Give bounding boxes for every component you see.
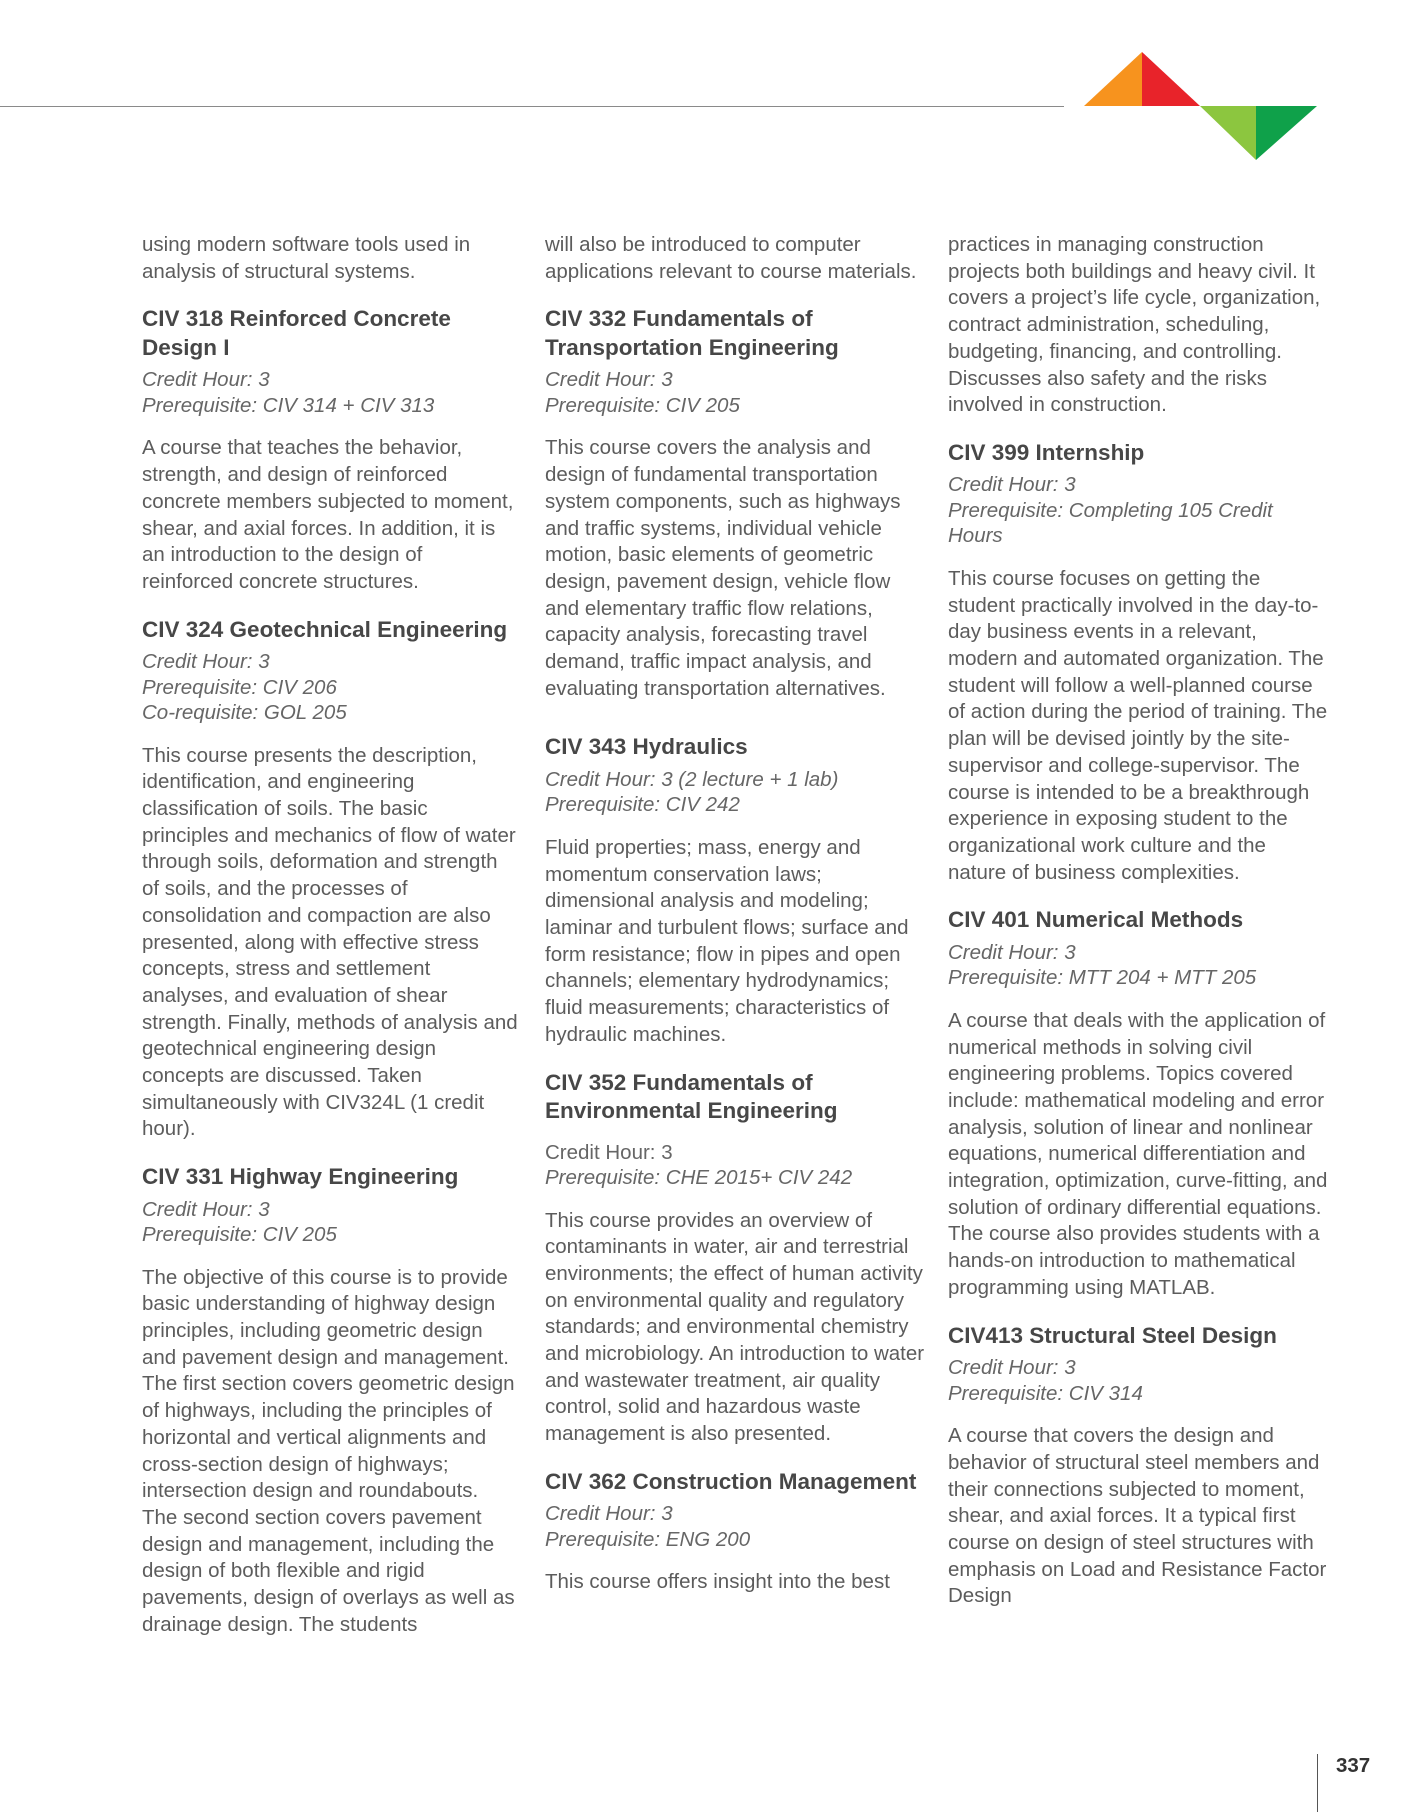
header-rule (0, 106, 1064, 107)
page-number-divider (1317, 1754, 1318, 1812)
course-description: This course focuses on getting the student practically involved in the day-to-day business events in a relevant, modern and automated organization. The student will follow a well-planned course of action during the period of training. The plan will be devised jointly by the site-supervisor and college-supervisor. The course is intended to be a breakthrough experience in exposing student to the organizational work culture and the nature of business complexities. (948, 566, 1328, 884)
course-meta (545, 367, 925, 418)
credit-hour: Credit Hour: 3 (948, 940, 1076, 964)
course-meta (545, 1501, 925, 1552)
course-title-civ413: CIV413 Structural Steel Design (948, 1322, 1277, 1348)
credit-hour: Credit Hour: 3 (948, 1356, 1076, 1380)
credit-hour: Credit Hour: 3 (948, 473, 1076, 497)
prerequisite: Prerequisite: CIV 242 (545, 793, 740, 817)
course-meta (545, 767, 925, 818)
corequisite: Co-requisite: GOL 205 (142, 701, 347, 725)
course-description: This course provides an overview of contaminants in water, air and terrestrial environments; the effect of human activity on environmental quality and regulatory standards; and environmental chemistry and microbiology. An introduction to water and wastewater treatment, air quality control, solid and hazardous waste management is also presented. (545, 1208, 925, 1446)
course-description: This course offers insight into the best (545, 1570, 890, 1594)
logo-green-triangle (1256, 106, 1317, 160)
logo-red-triangle (1142, 52, 1200, 106)
course-title-civ331: CIV 331 Highway Engineering (142, 1164, 459, 1190)
course-meta (948, 472, 1328, 549)
course-meta (948, 940, 1328, 991)
column-1 (142, 232, 518, 1656)
course-meta (142, 1197, 518, 1248)
prerequisite: Prerequisite: CIV 314 (948, 1381, 1143, 1405)
prerequisite: Prerequisite: CIV 314 + CIV 313 (142, 393, 435, 417)
course-title-civ399: CIV 399 Internship (948, 439, 1145, 465)
course-description: A course that deals with the application of numerical methods in solving civil engineering problems. Topics covered include: mathematical modeling and error analysis, solution of linear and nonlinear equations, numerical differentiation and integration, optimization, curve-fitting, and solution of ordinary differential equations. The course also provides students with a hands-on introduction to mathematical programming using MATLAB. (948, 1008, 1328, 1299)
course-title-civ318: CIV 318 Reinforced Concrete Design I (142, 306, 451, 360)
credit-hour: Credit Hour: 3 (545, 1502, 673, 1526)
prerequisite: Prerequisite: CIV 205 (545, 393, 740, 417)
course-title-civ401: CIV 401 Numerical Methods (948, 907, 1244, 933)
course-meta (545, 1140, 925, 1191)
course-meta (948, 1355, 1328, 1406)
triangle-logo-icon (1080, 48, 1320, 164)
prerequisite: Prerequisite: Completing 105 Credit Hours (948, 498, 1273, 548)
course-description: This course covers the analysis and design of fundamental transportation system components, such as highways and traffic systems, individual vehicle motion, basic elements of geometric design, pavement design, vehicle flow and elementary traffic flow relations, capacity analysis, forecasting travel demand, traffic impact analysis, and evaluating transportation alternatives. (545, 436, 901, 700)
credit-hour: Credit Hour: 3 (545, 368, 673, 392)
course-description: The objective of this course is to provide basic understanding of highway design principles, including geometric design and pavement design and management. The first section covers geometric design of highways, including the principles of horizontal and vertical alignments and cross-section design of highways; intersection design and roundabouts. The second section covers pavement design and management, including the design of both flexible and rigid pavements, design of overlays as well as drainage design. The students (142, 1265, 515, 1636)
page-number: 337 (1336, 1754, 1371, 1777)
prerequisite: Prerequisite: ENG 200 (545, 1527, 751, 1551)
credit-hour: Credit Hour: 3 (142, 1197, 270, 1221)
credit-hour: Credit Hour: 3 (142, 368, 270, 392)
course-title-civ332: CIV 332 Fundamentals of Transportation Engineering (545, 306, 839, 360)
course-meta (142, 649, 518, 726)
course-title-civ352: CIV 352 Fundamentals of Environmental Engineering (545, 1069, 838, 1124)
course-title-civ362: CIV 362 Construction Management (545, 1468, 917, 1494)
logo-lightgreen-triangle (1200, 106, 1256, 160)
logo-orange-triangle (1084, 52, 1142, 106)
prerequisite: Prerequisite: CIV 206 (142, 675, 337, 699)
course-description: A course that teaches the behavior, strength, and design of reinforced concrete members subjected to moment, shear, and axial forces. In addition, it is an introduction to the design of reinforced concrete structures. (142, 436, 514, 593)
credit-hour: Credit Hour: 3 (545, 1140, 673, 1164)
course-description: A course that covers the design and behavior of structural steel members and their connections subjected to moment, shear, and axial forces. It a typical first course on design of steel structures with emphasis on Load and Resistance Factor Design (948, 1424, 1327, 1608)
prerequisite: Prerequisite: MTT 204 + MTT 205 (948, 966, 1257, 990)
column-2 (545, 232, 925, 1613)
course-title-civ343: CIV 343 Hydraulics (545, 734, 748, 760)
column-3 (948, 232, 1328, 1627)
prerequisite: Prerequisite: CHE 2015+ CIV 242 (545, 1166, 853, 1190)
credit-hour: Credit Hour: 3 (142, 650, 270, 674)
credit-hour: Credit Hour: 3 (2 lecture + 1 lab) (545, 767, 839, 791)
course-description: Fluid properties; mass, energy and momentum conservation laws; dimensional analysis and modeling; laminar and turbulent flows; surface and form resistance; flow in pipes and open channels; elementary hydrodynamics; fluid measurements; characteristics of hydraulic machines. (545, 835, 909, 1046)
continued-paragraph: practices in managing construction projects both buildings and heavy civil. It covers a project’s life cycle, organization, contract administration, scheduling, budgeting, financing, and controlling. Discusses also safety and the risks involved in construction. (948, 233, 1321, 417)
continued-paragraph: using modern software tools used in analysis of structural systems. (142, 233, 471, 283)
course-title-civ324: CIV 324 Geotechnical Engineering (142, 616, 508, 642)
course-description: This course presents the description, identification, and engineering classification of soils. The basic principles and mechanics of flow of water through soils, deformation and strength of soils, and the processes of consolidation and compaction are also presented, along with effective stress concepts, stress and settlement analyses, and evaluation of shear strength. Finally, methods of analysis and geotechnical engineering design concepts are discussed. Taken simultaneously with CIV324L (1 credit hour). (142, 743, 518, 1141)
course-meta (142, 367, 518, 418)
continued-paragraph: will also be introduced to computer applications relevant to course materials. (545, 233, 917, 283)
prerequisite: Prerequisite: CIV 205 (142, 1223, 337, 1247)
